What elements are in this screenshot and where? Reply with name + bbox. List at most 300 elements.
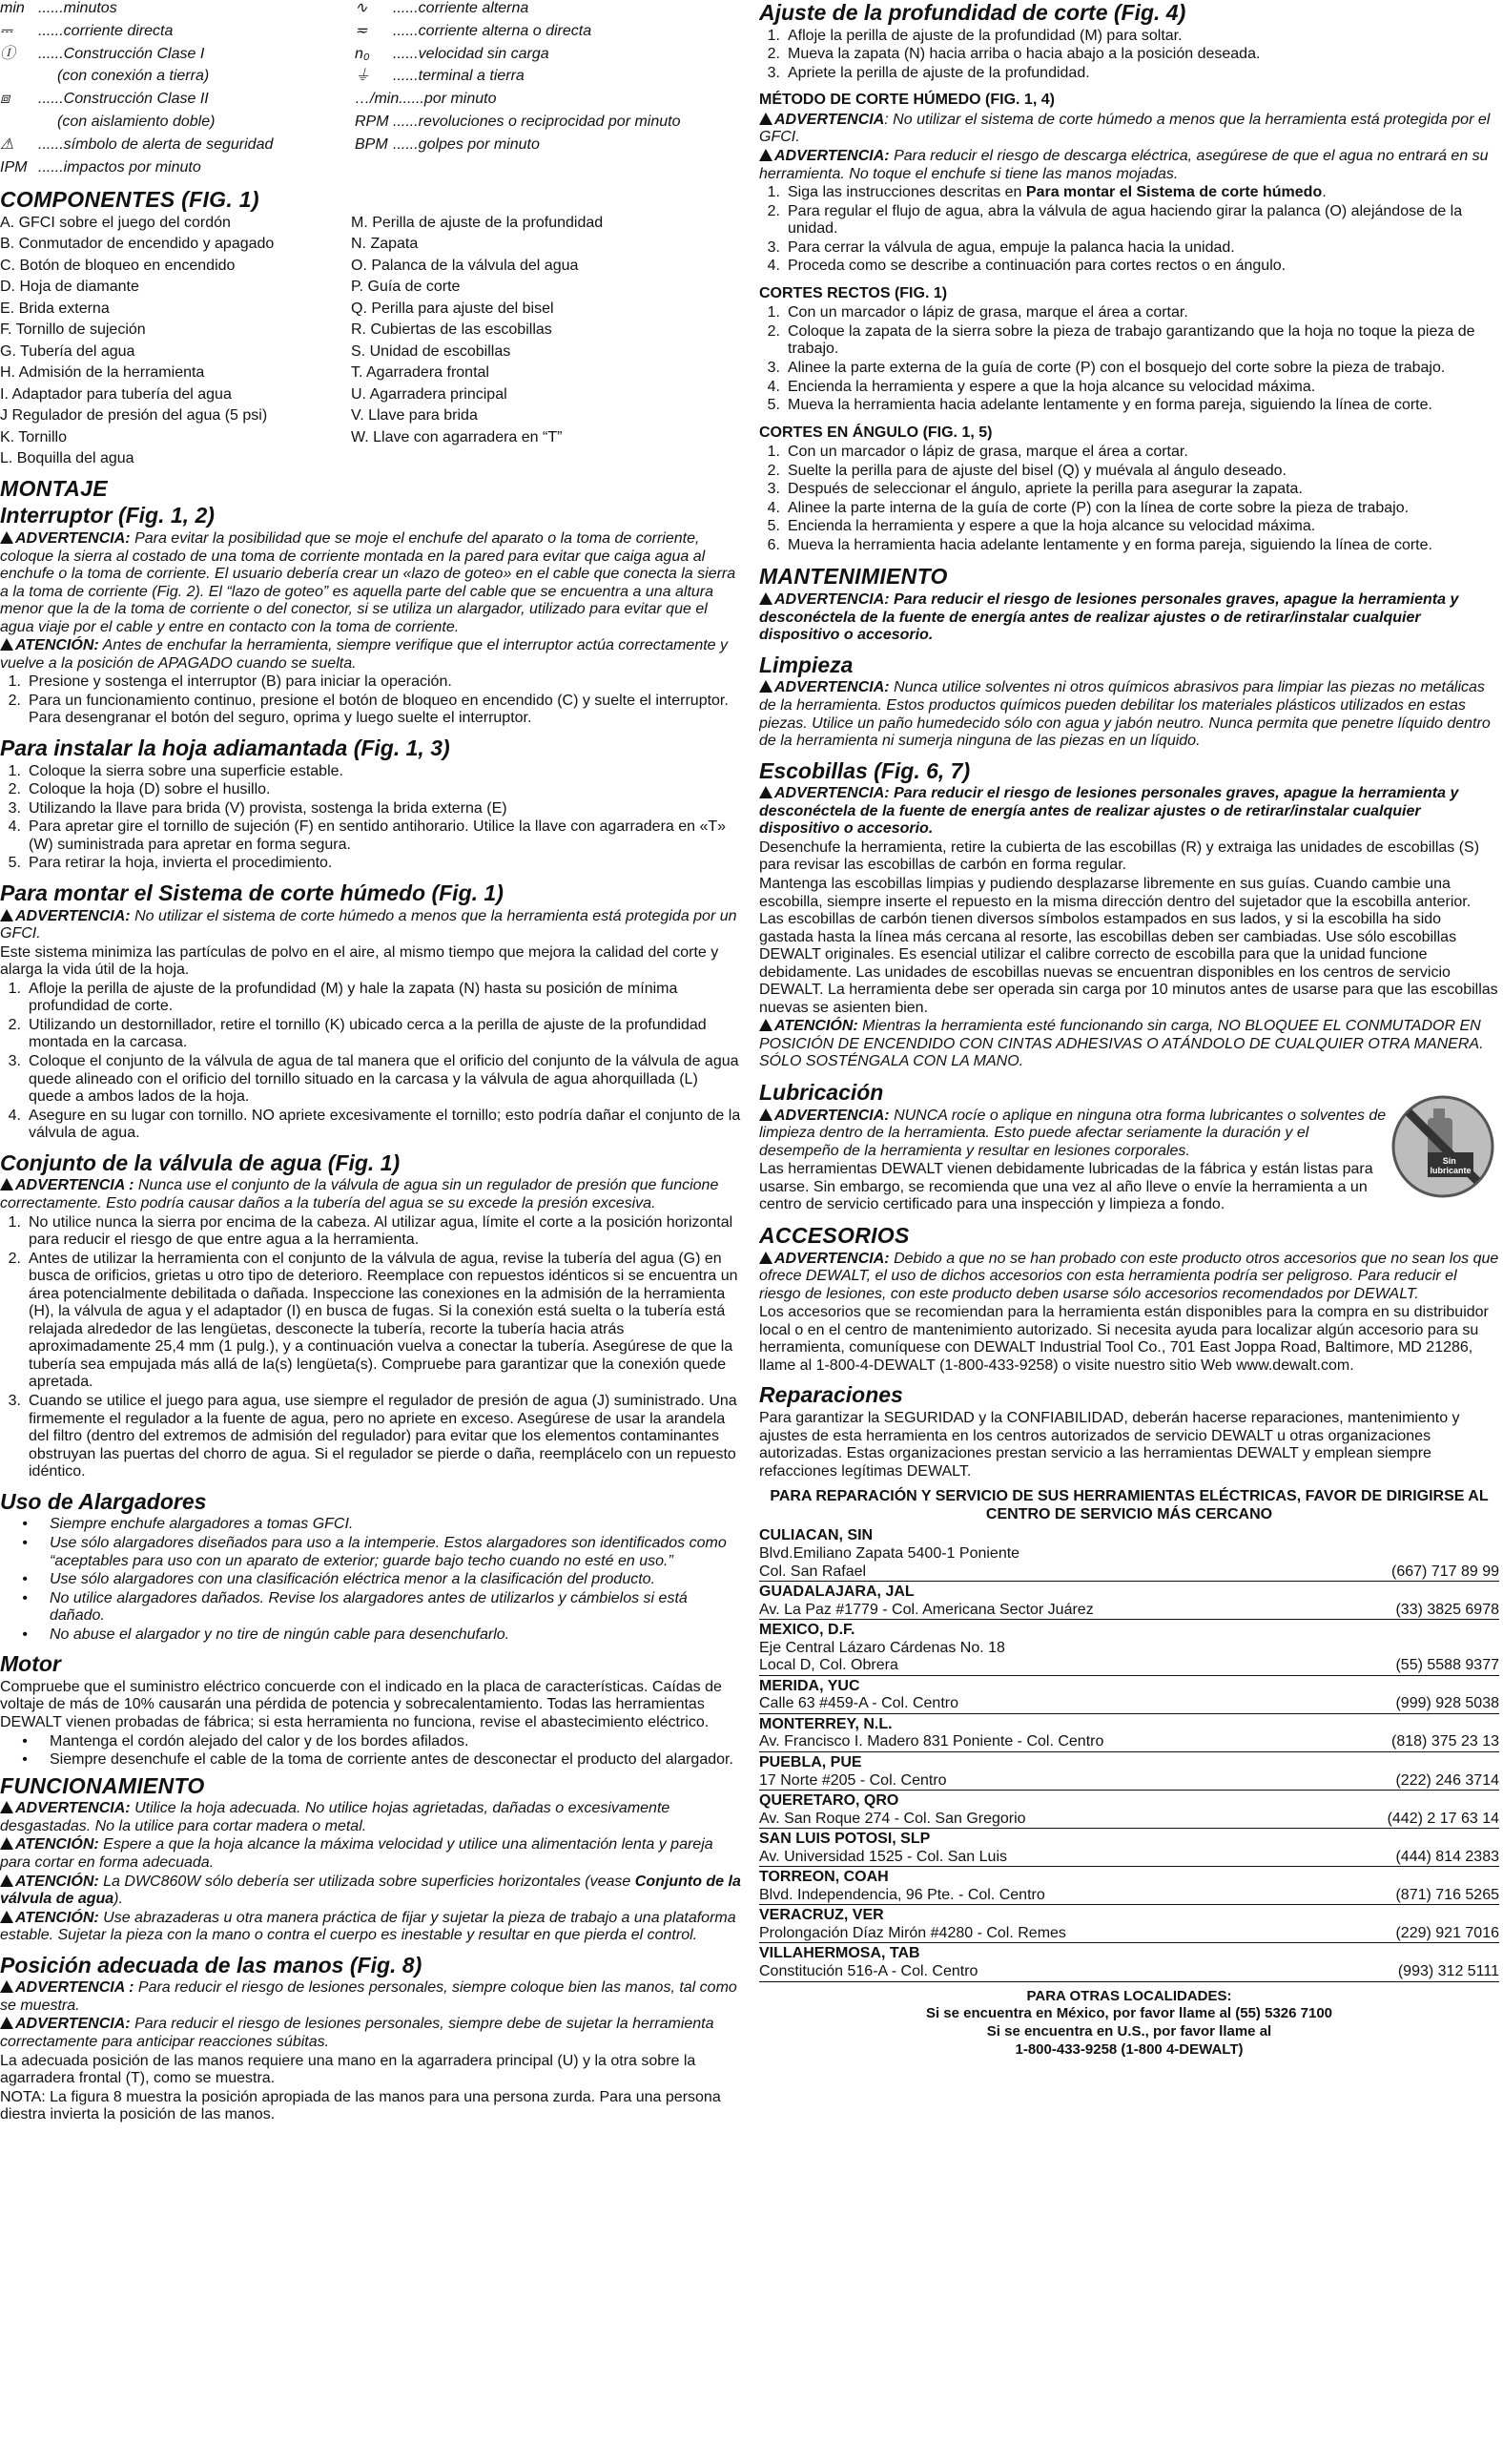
accesorios-text: Los accesorios que se recomiendan para la herramienta están disponibles para la compra en su distribuidor local o en el centro de mantenimiento autorizado. Si necesita ayuda para localizar algún accesorio para su herramienta, comuníquese con DEWALT Industrial Tool Co., 701 East Joppa Road, Baltimore, MD 21286, llame al 1-800-4-DEWALT (1-800-433-9258) o visite nuestro sitio Web www.dewalt.com. — [759, 1304, 1489, 1374]
func-warning-1: ADVERTENCIA: Utilice la hoja adecuada. No utilice hojas agrietadas, dañadas o excesivamente desgastadas. No la utilice para cortar madera o metal. — [0, 1800, 670, 1834]
numbered-step — [0, 1393, 742, 1481]
step-text-main: Antes de utilizar la herramienta con el conjunto de la válvula de agua, revise la tubería del agua (G) en busca de orificios, grietas u otro tipo de deterioro. Reemplace con repuestos idénticos si se encuentra un área potencialmente debilitada o dañada. Inspeccione las conexiones en la admisión de la herramienta (H), la válvula de agua y el adaptador (I) en busca de fugas. Si la conexión está suelta o la tubería está relajada alrededor de las lengüetas, desconecte la tubería, recorte la tubería hacia atrás aproximadamente 25,4 mm (1 pulg.), y a continuación vuelva a conectar la tubería. Asegúrese de que la tubería sea empujada más allá de la(s) lengüeta(s). Compruebe para garantizar que la conexión quede apretada. — [29, 1250, 738, 1391]
warning-triangle-icon — [0, 1801, 13, 1813]
legend-dots: ...... — [393, 113, 419, 130]
legend-text: velocidad sin carga — [418, 45, 549, 62]
service-center — [759, 1584, 1499, 1620]
legend-symbol: RPM — [355, 113, 389, 130]
angulo-steps — [759, 444, 1499, 554]
service-address: Av. La Paz #1779 - Col. Americana Sector Juárez — [759, 1601, 1094, 1618]
service-address: Constitución 516-A - Col. Centro — [759, 1963, 978, 1980]
metodo-title: MÉTODO DE CORTE HÚMEDO (FIG. 1, 4) — [759, 92, 1055, 109]
service-address-line — [759, 1811, 1499, 1830]
valvula-warning: ADVERTENCIA : Nunca use el conjunto de la válvula de agua sin un regulador de presión que funcione correctamente. Esto podría causar daños a la tubería del agua se su excede la presión excesiva. — [0, 1177, 719, 1211]
componentes-col2 — [351, 215, 603, 472]
bullet-item — [0, 1733, 742, 1751]
warning-triangle-icon — [759, 113, 772, 125]
metodo-warning-1: ADVERTENCIA: No utilizar el sistema de corte húmedo a menos que la herramienta está protegida por el GFCI. — [759, 111, 1491, 146]
numbered-step — [759, 397, 1499, 415]
service-address: Prolongación Díaz Mirón #4280 - Col. Remes — [759, 1924, 1066, 1941]
step-text-main: Alinee la parte externa de la guía de corte (P) con el bosquejo del corte sobre la pieza de trabajo. — [788, 359, 1446, 376]
valvula-steps — [0, 1214, 742, 1481]
step-text-main: Cuando se utilice el juego para agua, use siempre el regulador de presión de agua (J) suministrado. Una firmemente el regulador a la fuente de agua, pero no apriete en exceso. Asegúrese de usar la arandela del filtro (dentro del extremos de admisión del regulador) para evitar que los elementos contaminantes obstruyan las puertas del chorro de agua. Si el regulador se pierde o daña, reemplácelo con un repuesto idéntico. — [29, 1393, 737, 1480]
warning-triangle-icon — [0, 909, 13, 921]
left-column — [0, 0, 742, 2464]
footer-line-4: 1-800-433-9258 (1-800 4-DEWALT) — [1015, 2040, 1244, 2058]
step-text-main: Para un funcionamiento continuo, presione el botón de bloqueo en encendido (C) y suelte el interruptor. Para desengranar el botón del seguro, oprima y luego suelte el interruptor. — [29, 692, 729, 727]
legend-dots: ...... — [38, 22, 64, 39]
bullet-text: Use sólo alargadores con una clasificación eléctrica menor a la clasificación del producto. — [50, 1571, 655, 1588]
bullet-icon: • — [22, 1589, 28, 1606]
legend-text: golpes por minuto — [418, 135, 540, 153]
hoja-steps — [0, 763, 742, 873]
step-text — [788, 46, 1499, 64]
service-phone: (229) 921 7016 — [1395, 1924, 1499, 1941]
numbered-step — [759, 379, 1499, 397]
step-text-main: Coloque el conjunto de la válvula de agua de tal manera que el orificio del conjunto de la válvula de agua quede alineado con el orificio del tornillo situado en la carcasa y la válvula de agua ahorquillada (L) quede a ambos lados de la hoja. — [29, 1053, 739, 1106]
interruptor-warning: ADVERTENCIA: Para evitar la posibilidad que se moje el enchufe del aparato o la toma de corriente, coloque la sierra al costado de una toma de corriente montada en la pared para evitar que caiga agua al enchufe o la toma de corriente. El usuario debería crear un «lazo de goteo» en el cable que conecta la sierra a la toma de corriente (Fig. 2). El “lazo de goteo” es aquella parte del cable que se encuentra a una altura menor que la de la toma de corriente o del conector, si se utiliza un alargador, utilizado para evitar que el agua viaje por el cable y entre en contacto con la toma de corriente. — [0, 530, 736, 635]
lubricacion-text-block — [759, 1072, 1387, 1215]
legend-dots: ...... — [38, 45, 64, 62]
legend-text: por minuto — [423, 91, 497, 108]
service-city: CULIACAN, SIN — [759, 1527, 874, 1544]
step-number: 2. — [8, 781, 21, 798]
footer-line-2: Si se encuentra en México, por favor llame al (55) 5326 7100 — [925, 2005, 1333, 2022]
service-address-line — [759, 1602, 1499, 1621]
alargadores-title: Uso de Alargadores — [0, 1488, 207, 1514]
metodo-warning-2: ADVERTENCIA: Para reducir el riesgo de descarga eléctrica, asegúrese de que el agua no entrará en su herramienta. No toque el enchufe si tiene las manos mojadas. — [759, 147, 1489, 182]
step-number: 3. — [8, 799, 21, 817]
bullet-item — [0, 1751, 742, 1770]
manos-note: NOTA: La figura 8 muestra la posición apropiada de las manos para una persona zurda. Para una persona diestra invierta la posición de las manos. — [0, 2088, 721, 2123]
step-text — [29, 800, 742, 818]
service-address: Av. Universidad 1525 - Col. San Luis — [759, 1848, 1007, 1865]
legend-entry — [355, 23, 742, 46]
service-center — [759, 1945, 1499, 1981]
step-text-main: Utilizando un destornillador, retire el tornillo (K) ubicado cerca a la perilla de ajuste de la profundidad montada en la carcasa. — [29, 1016, 707, 1051]
right-column — [759, 0, 1499, 2464]
numbered-step — [759, 500, 1499, 518]
bullet-icon: • — [22, 1534, 28, 1551]
warning-triangle-icon — [0, 531, 13, 544]
service-phone: (871) 716 5265 — [1395, 1886, 1499, 1903]
reparaciones-text: Para garantizar la SEGURIDAD y la CONFIABILIDAD, deberán hacerse reparaciones, mantenimiento y ajustes de esta herramienta en los centros autorizados de servicio DEWALT u otras organizaciones autorizadas. Estas organizaciones prestan servicio a las herramientas DEWALT y emplean siempre refacciones legítimas DEWALT. — [759, 1410, 1460, 1480]
step-text — [788, 28, 1499, 46]
legend-text: terminal a tierra — [418, 68, 525, 85]
step-text: Siga las instrucciones descritas en Para montar el Sistema de corte húmedo. — [788, 184, 1327, 201]
legend-dots: ...... — [38, 0, 64, 16]
legend-dots: ...... — [38, 91, 64, 108]
interruptor-caution: ATENCIÓN: Antes de enchufar la herramienta, siempre verifique que el interruptor actúa correctamente y vuelve a la posición de APAGADO cuando se suelta. — [0, 637, 729, 672]
step-text-main: Mueva la zapata (N) hacia arriba o hacia abajo a la posición deseada. — [788, 46, 1261, 63]
legend-text: revoluciones o reciprocidad por minuto — [418, 113, 681, 130]
step-text — [788, 518, 1499, 536]
step-text-main: Coloque la sierra sobre una superficie estable. — [29, 762, 343, 779]
step-text-main: Para regular el flujo de agua, abra la válvula de agua haciendo girar la palanca (O) alejándose de la unidad. — [788, 202, 1463, 238]
step-text-main: Encienda la herramienta y espere a que la hoja alcance su velocidad máxima. — [788, 378, 1316, 395]
service-address: Av. San Roque 274 - Col. San Gregorio — [759, 1810, 1026, 1827]
step-text — [788, 304, 1499, 322]
step-number: 3. — [767, 359, 780, 376]
legend-symbol: IPM — [0, 158, 28, 176]
legend-right — [355, 0, 742, 159]
service-address-line — [759, 1849, 1499, 1868]
service-address-line — [759, 1545, 1499, 1563]
service-center — [759, 1792, 1499, 1829]
humedo-steps — [0, 981, 742, 1143]
step-number: 2. — [767, 322, 780, 340]
warning-triangle-icon — [759, 1108, 772, 1121]
lubricacion-title: Lubricación — [759, 1080, 884, 1106]
no-lubricant-label: Sin lubricante — [1430, 1156, 1472, 1176]
service-city: SAN LUIS POTOSI, SLP — [759, 1831, 931, 1848]
funcionamiento-title: FUNCIONAMIENTO — [0, 1772, 205, 1798]
legend-entry — [0, 68, 353, 91]
bullet-text: No abuse el alargador y no tire de ningún cable para desenchufarlo. — [50, 1625, 510, 1643]
no-lubricant-icon — [1387, 1072, 1499, 1215]
numbered-step — [0, 693, 742, 728]
humedo-title: Para montar el Sistema de corte húmedo (Fig. 1) — [0, 880, 504, 905]
service-address: Local D, Col. Obrera — [759, 1657, 898, 1674]
legend-dots: ...... — [399, 91, 424, 108]
legend-dots: ...... — [38, 158, 64, 176]
service-center — [759, 1716, 1499, 1752]
service-address: Blvd. Independencia, 96 Pte. - Col. Centro — [759, 1886, 1045, 1903]
numbered-step — [759, 537, 1499, 555]
legend-left — [0, 0, 353, 181]
numbered-step — [0, 800, 742, 818]
step-text — [29, 855, 742, 873]
valvula-title: Conjunto de la válvula de agua (Fig. 1) — [0, 1149, 401, 1175]
legend-symbol: Ⓘ — [0, 45, 16, 62]
lubricacion-section — [759, 1072, 1499, 1215]
componentes-title: COMPONENTES (FIG. 1) — [0, 187, 259, 212]
step-text — [29, 1214, 742, 1250]
component-item: H. Admisión de la herramienta — [0, 364, 205, 382]
bullet-icon: • — [22, 1751, 28, 1769]
numbered-step — [759, 323, 1499, 359]
step-number: 3. — [8, 1053, 21, 1070]
reparaciones-title: Reparaciones — [759, 1382, 903, 1408]
step-text — [788, 481, 1499, 499]
bullet-text: Mantenga el cordón alejado del calor y de los bordes afilados. — [50, 1732, 469, 1750]
step-text-main: Encienda la herramienta y espere a que la hoja alcance su velocidad máxima. — [788, 518, 1316, 535]
step-text-main: Alinee la parte interna de la guía de corte (P) con la línea de corte sobre la pieza de trabajo. — [788, 499, 1410, 516]
step-text-main: Utilizando la llave para brida (V) provista, sostenga la brida externa (E) — [29, 799, 507, 817]
component-item: P. Guía de corte — [351, 279, 461, 296]
component-item: C. Botón de bloqueo en encendido — [0, 257, 236, 274]
step-text-main: Para retirar la hoja, invierta el procedimiento. — [29, 855, 333, 872]
numbered-step — [759, 444, 1499, 462]
warning-triangle-icon — [759, 592, 772, 605]
no-lubricant-symbol — [1390, 1093, 1496, 1200]
numbered-step — [759, 203, 1499, 238]
bullet-item — [0, 1571, 742, 1589]
numbered-step — [759, 28, 1499, 46]
numbered-step — [0, 818, 742, 854]
hoja-title: Para instalar la hoja adiamantada (Fig. 1, 3) — [0, 735, 450, 761]
step-text — [788, 397, 1499, 415]
step-text-main: No utilice nunca la sierra por encima de la cabeza. Al utilizar agua, límite el corte a la posición horizontal para reducir el riesgo de que entre agua a la herramienta. — [29, 1213, 733, 1249]
warning-triangle-icon — [0, 638, 13, 651]
legend-symbol: ∿ — [355, 0, 368, 16]
footer-line-3: Si se encuentra en U.S., por favor llame al — [986, 2023, 1272, 2040]
legend-entry — [0, 46, 353, 69]
bullet-icon: • — [22, 1625, 28, 1643]
service-footer — [759, 1988, 1499, 2060]
numbered-step — [759, 258, 1499, 276]
accesorios-title: ACCESORIOS — [759, 1222, 910, 1248]
lubricacion-text: Las herramientas DEWALT vienen debidamente lubricadas de la fábrica y están listas para usarse. Sin embargo, se recomienda que una vez al año lleve o envíe la herramienta a un centro de servicio certificado para una inspección y limpieza a fondo. — [759, 1161, 1373, 1213]
legend-text: símbolo de alerta de seguridad — [63, 135, 274, 153]
rectos-title: CORTES RECTOS (FIG. 1) — [759, 284, 948, 301]
interruptor-title: Interruptor (Fig. 1, 2) — [0, 503, 215, 528]
bullet-text: No utilice alargadores dañados. Revise los alargadores antes de utilizarlos y cámbielos si está dañado. — [50, 1589, 688, 1625]
service-address: Eje Central Lázaro Cárdenas No. 18 — [759, 1639, 1005, 1656]
step-text — [788, 258, 1499, 276]
legend-entry — [355, 46, 742, 69]
component-item: U. Agarradera principal — [351, 385, 507, 403]
step-text — [29, 763, 742, 781]
legend-entry — [355, 91, 742, 114]
step-number: 3. — [767, 64, 780, 81]
step-number: 3. — [767, 481, 780, 498]
motor-list — [0, 1733, 742, 1770]
symbol-legend — [0, 0, 742, 183]
alargadores-list — [0, 1516, 742, 1644]
legend-dots: ...... — [393, 22, 419, 39]
step-text-main: Apriete la perilla de ajuste de la profundidad. — [788, 64, 1090, 81]
numbered-step — [0, 1108, 742, 1143]
step-text — [788, 323, 1499, 359]
step-number: 5. — [767, 397, 780, 414]
bullet-item — [0, 1535, 742, 1570]
motor-text: Compruebe que el suministro eléctrico concuerde con el indicado en la placa de características. Caídas de voltaje de más de 10% causarán una pérdida de potencia y sobrecalentamiento. Todas las herramientas DEWALT vienen probadas de fábrica; si esta herramienta no funciona, revise el abastecimiento eléctrico. — [0, 1678, 722, 1730]
service-address-line — [759, 1695, 1499, 1714]
component-item: L. Boquilla del agua — [0, 450, 134, 467]
rectos-steps — [759, 304, 1499, 414]
numbered-step — [759, 65, 1499, 83]
legend-entry — [0, 136, 353, 159]
service-center — [759, 1831, 1499, 1867]
step-text — [29, 781, 742, 799]
legend-entry — [355, 0, 742, 23]
numbered-step — [0, 763, 742, 781]
bullet-item — [0, 1626, 742, 1645]
component-item: G. Tubería del agua — [0, 342, 135, 360]
legend-symbol: min — [0, 0, 25, 16]
service-phone: (818) 375 23 13 — [1391, 1733, 1499, 1750]
step-number: 5. — [8, 855, 21, 872]
legend-symbol: …/min — [355, 91, 400, 108]
warning-triangle-icon — [759, 1019, 772, 1031]
warning-triangle-icon — [0, 1980, 13, 1993]
step-number: 2. — [8, 1250, 21, 1267]
component-item: T. Agarradera frontal — [351, 364, 489, 382]
legend-symbol: ⎓ — [0, 22, 12, 39]
manos-title: Posición adecuada de las manos (Fig. 8) — [0, 1952, 422, 1977]
service-address-line — [759, 1887, 1499, 1906]
numbered-step — [759, 304, 1499, 322]
bullet-item — [0, 1516, 742, 1534]
service-phone: (33) 3825 6978 — [1395, 1601, 1499, 1618]
component-item: D. Hoja de diamante — [0, 279, 139, 296]
mantenimiento-warning: ADVERTENCIA: Para reducir el riesgo de lesiones personales graves, apague la herramienta y desconéctela de la fuente de energía antes de realizar ajustes o de retirar/instalar cualquier dispositivo o accesorio. — [759, 591, 1459, 644]
service-phone: (442) 2 17 63 14 — [1387, 1810, 1499, 1827]
bullet-icon: • — [22, 1571, 28, 1588]
component-item: O. Palanca de la válvula del agua — [351, 257, 579, 274]
escobillas-warning: ADVERTENCIA: Para reducir el riesgo de lesiones personales graves, apague la herramienta y desconéctela de la fuente de energía antes de realizar ajustes o de retirar/instalar cualquier dispositivo o accesorio. — [759, 785, 1459, 838]
warning-triangle-icon — [0, 1837, 13, 1850]
component-item: K. Tornillo — [0, 428, 67, 445]
service-address-line — [759, 1733, 1499, 1752]
legend-dots: ...... — [393, 0, 419, 16]
numbered-step — [759, 360, 1499, 378]
component-item: E. Brida externa — [0, 300, 110, 317]
func-warning-3: ATENCIÓN: La DWC860W sólo debería ser utilizada sobre superficies horizontales (vease Conjunto de la válvula de agua). — [0, 1873, 741, 1908]
numbered-step — [0, 981, 742, 1016]
step-text-main: Con un marcador o lápiz de grasa, marque el área a cortar. — [788, 444, 1188, 461]
step-text — [788, 360, 1499, 378]
bullet-text: Use sólo alargadores diseñados para uso a la intemperie. Estos alargadores son identificados como “aceptables para uso con un aparato de exterior; guarde bajo techo cuando no esté en uso.” — [50, 1534, 727, 1569]
component-item: F. Tornillo de sujeción — [0, 321, 146, 339]
step-number: 4. — [767, 378, 780, 395]
step-number: 2. — [767, 462, 780, 479]
step-text — [29, 1017, 742, 1052]
component-item: J Regulador de presión del agua (5 psi) — [0, 407, 268, 424]
step-text-main: Coloque la zapata de la sierra sobre la pieza de trabajo garantizando que la hoja no toque la pieza de trabajo. — [788, 322, 1475, 358]
service-address-line — [759, 1640, 1499, 1658]
service-center — [759, 1622, 1499, 1676]
numbered-step — [0, 855, 742, 873]
step-number: 1. — [8, 980, 21, 997]
legend-text: (con conexión a tierra) — [57, 68, 210, 85]
step-text — [29, 693, 742, 728]
numbered-step — [759, 239, 1499, 258]
warning-triangle-icon — [0, 1178, 13, 1191]
bullet-text: Siempre enchufe alargadores a tomas GFCI. — [50, 1516, 354, 1533]
step-text — [788, 203, 1499, 238]
legend-symbol: ⚠ — [0, 135, 14, 153]
mantenimiento-title: MANTENIMIENTO — [759, 564, 948, 590]
service-address-line — [759, 1563, 1499, 1583]
component-item: R. Cubiertas de las escobillas — [351, 321, 552, 339]
humedo-warning: ADVERTENCIA: No utilizar el sistema de corte húmedo a menos que la herramienta está protegida por un GFCI. — [0, 907, 737, 942]
step-number: 6. — [767, 536, 780, 553]
legend-text: Construcción Clase II — [63, 91, 209, 108]
service-city: PUEBLA, PUE — [759, 1754, 862, 1770]
service-heading: PARA REPARACIÓN Y SERVICIO DE SUS HERRAMIENTAS ELÉCTRICAS, FAVOR DE DIRIGIRSE AL CENTRO DE SERVICIO MÁS CERCANO — [770, 1488, 1489, 1522]
step-number: 5. — [767, 518, 780, 535]
profundidad-steps — [759, 28, 1499, 83]
bullet-icon: • — [22, 1732, 28, 1750]
manos-warning-1: ADVERTENCIA : Para reducir el riesgo de lesiones personales, siempre coloque bien las manos, tal como se muestra. — [0, 1979, 737, 2014]
component-item: S. Unidad de escobillas — [351, 342, 511, 360]
func-warning-4: ATENCIÓN: Use abrazaderas u otra manera práctica de fijar y sujetar la pieza de trabajo a una plataforma estable. Sujetar la pieza con la mano o contra el cuerpo es inestable y resultar en que pierda el control. — [0, 1909, 736, 1944]
component-item: M. Perilla de ajuste de la profundidad — [351, 214, 604, 231]
legend-symbol: ⏚ — [355, 68, 371, 85]
legend-symbol: ⧈ — [0, 91, 10, 108]
escobillas-p2: Mantenga las escobillas limpias y pudiendo desplazarse libremente en sus guías. Cuando cambie una escobilla, siempre inserte el repuesto en la misma dirección dentro del sujetador que la escobilla anterior. Las escobillas de carbón tienen diversos símbolos estampados en sus lados, y si la escobilla ha sido gastada hasta la línea más cercana al resorte, las escobillas deben ser cambiadas. Use sólo escobillas DEWALT originales. Es esencial utilizar el calibre correcto de escobilla para que la unidad funcione debidamente. Las unidades de escobillas nuevas se encuentran disponibles en los centros de servicio DEWALT. La herramienta debe ser operada sin carga por 10 minutos antes de usarse para que las escobillas nuevas se asienten bien. — [759, 876, 1498, 1016]
step-number: 1. — [767, 444, 780, 461]
component-item: W. Llave con agarradera en “T” — [351, 428, 563, 445]
motor-title: Motor — [0, 1651, 61, 1677]
step-text-main: Afloje la perilla de ajuste de la profundidad (M) y hale la zapata (N) hasta su posición de mínima profundidad de corte. — [29, 980, 678, 1015]
numbered-step — [0, 673, 742, 692]
service-address: 17 Norte #205 - Col. Centro — [759, 1771, 947, 1789]
service-address: Av. Francisco I. Madero 831 Poniente - Col. Centro — [759, 1733, 1104, 1750]
bullet-icon: • — [22, 1516, 28, 1533]
service-address-line — [759, 1657, 1499, 1676]
step-number: 4. — [8, 1107, 21, 1124]
service-address-line — [759, 1925, 1499, 1944]
legend-text: corriente alterna o directa — [418, 22, 592, 39]
warning-triangle-icon — [759, 149, 772, 161]
legend-entry — [355, 114, 742, 136]
legend-text: corriente directa — [63, 22, 174, 39]
step-number: 1. — [8, 1213, 21, 1231]
service-city: QUERETARO, QRO — [759, 1792, 899, 1810]
profundidad-title: Ajuste de la profundidad de corte (Fig. 4) — [759, 0, 1186, 25]
service-address-line — [759, 1963, 1499, 1982]
legend-symbol: n₀ — [355, 45, 370, 62]
step-number: 2. — [8, 692, 21, 709]
step-text — [29, 1108, 742, 1143]
legend-text: corriente alterna — [418, 0, 529, 16]
step-text — [788, 444, 1499, 462]
numbered-step — [0, 1017, 742, 1052]
step-text-main: Coloque la hoja (D) sobre el husillo. — [29, 781, 271, 798]
service-city: GUADALAJARA, JAL — [759, 1584, 915, 1601]
step-text — [29, 981, 742, 1016]
step-text-main: Con un marcador o lápiz de grasa, marque el área a cortar. — [788, 304, 1188, 321]
legend-dots: ...... — [393, 68, 419, 85]
step-text-main: Para apretar gire el tornillo de sujeción (F) en sentido antihorario. Utilice la llave con agarradera en «T» (W) suministrada para apretar en forma segura. — [29, 818, 727, 853]
step-text-main: Asegure en su lugar con tornillo. NO apriete excesivamente el tornillo; esto podría dañar el conjunto de la válvula de agua. — [29, 1107, 741, 1142]
interruptor-steps — [0, 673, 742, 728]
legend-text: Construcción Clase I — [63, 45, 205, 62]
metodo-steps — [759, 184, 1499, 276]
func-warning-2: ATENCIÓN: Espere a que la hoja alcance la máxima velocidad y utilice una alimentación lenta y pareja para cortar en forma adecuada. — [0, 1836, 713, 1871]
step-text — [29, 818, 742, 854]
step-number: 2. — [767, 202, 780, 219]
service-phone: (667) 717 89 99 — [1391, 1563, 1499, 1580]
warning-triangle-icon — [759, 1252, 772, 1264]
component-item: A. GFCI sobre el juego del cordón — [0, 214, 231, 231]
service-address: Blvd.Emiliano Zapata 5400-1 Poniente — [759, 1544, 1020, 1562]
service-city: VERACRUZ, VER — [759, 1907, 884, 1924]
step-number: 2. — [767, 46, 780, 63]
step-number: 1. — [8, 762, 21, 779]
numbered-step — [0, 1214, 742, 1250]
legend-entry — [355, 136, 742, 159]
step-number: 1. — [767, 184, 780, 201]
service-phone: (55) 5588 9377 — [1395, 1657, 1499, 1674]
angulo-title: CORTES EN ÁNGULO (FIG. 1, 5) — [759, 424, 993, 441]
service-address: Col. San Rafael — [759, 1563, 867, 1580]
warning-triangle-icon — [759, 786, 772, 798]
legend-entry — [0, 91, 353, 114]
step-text — [788, 65, 1499, 83]
montaje-title: MONTAJE — [0, 475, 108, 501]
escobillas-caution: ATENCIÓN: Mientras la herramienta esté funcionando sin carga, NO BLOQUEE EL CONMUTADOR EN POSICIÓN DE ENCENDIDO CON CINTAS ADHESIVAS O ATÁNDOLO DE CUALQUIER OTRA MANERA. SÓLO SOSTÉNGALA CON LA MANO. — [759, 1018, 1484, 1070]
numbered-step — [759, 518, 1499, 536]
step-text-main: Después de seleccionar el ángulo, apriete la perilla para asegurar la zapata. — [788, 481, 1303, 498]
step-number: 3. — [8, 1393, 21, 1409]
legend-symbol: BPM — [355, 135, 388, 153]
service-phone: (993) 312 5111 — [1397, 1963, 1499, 1980]
step-text — [788, 239, 1499, 258]
